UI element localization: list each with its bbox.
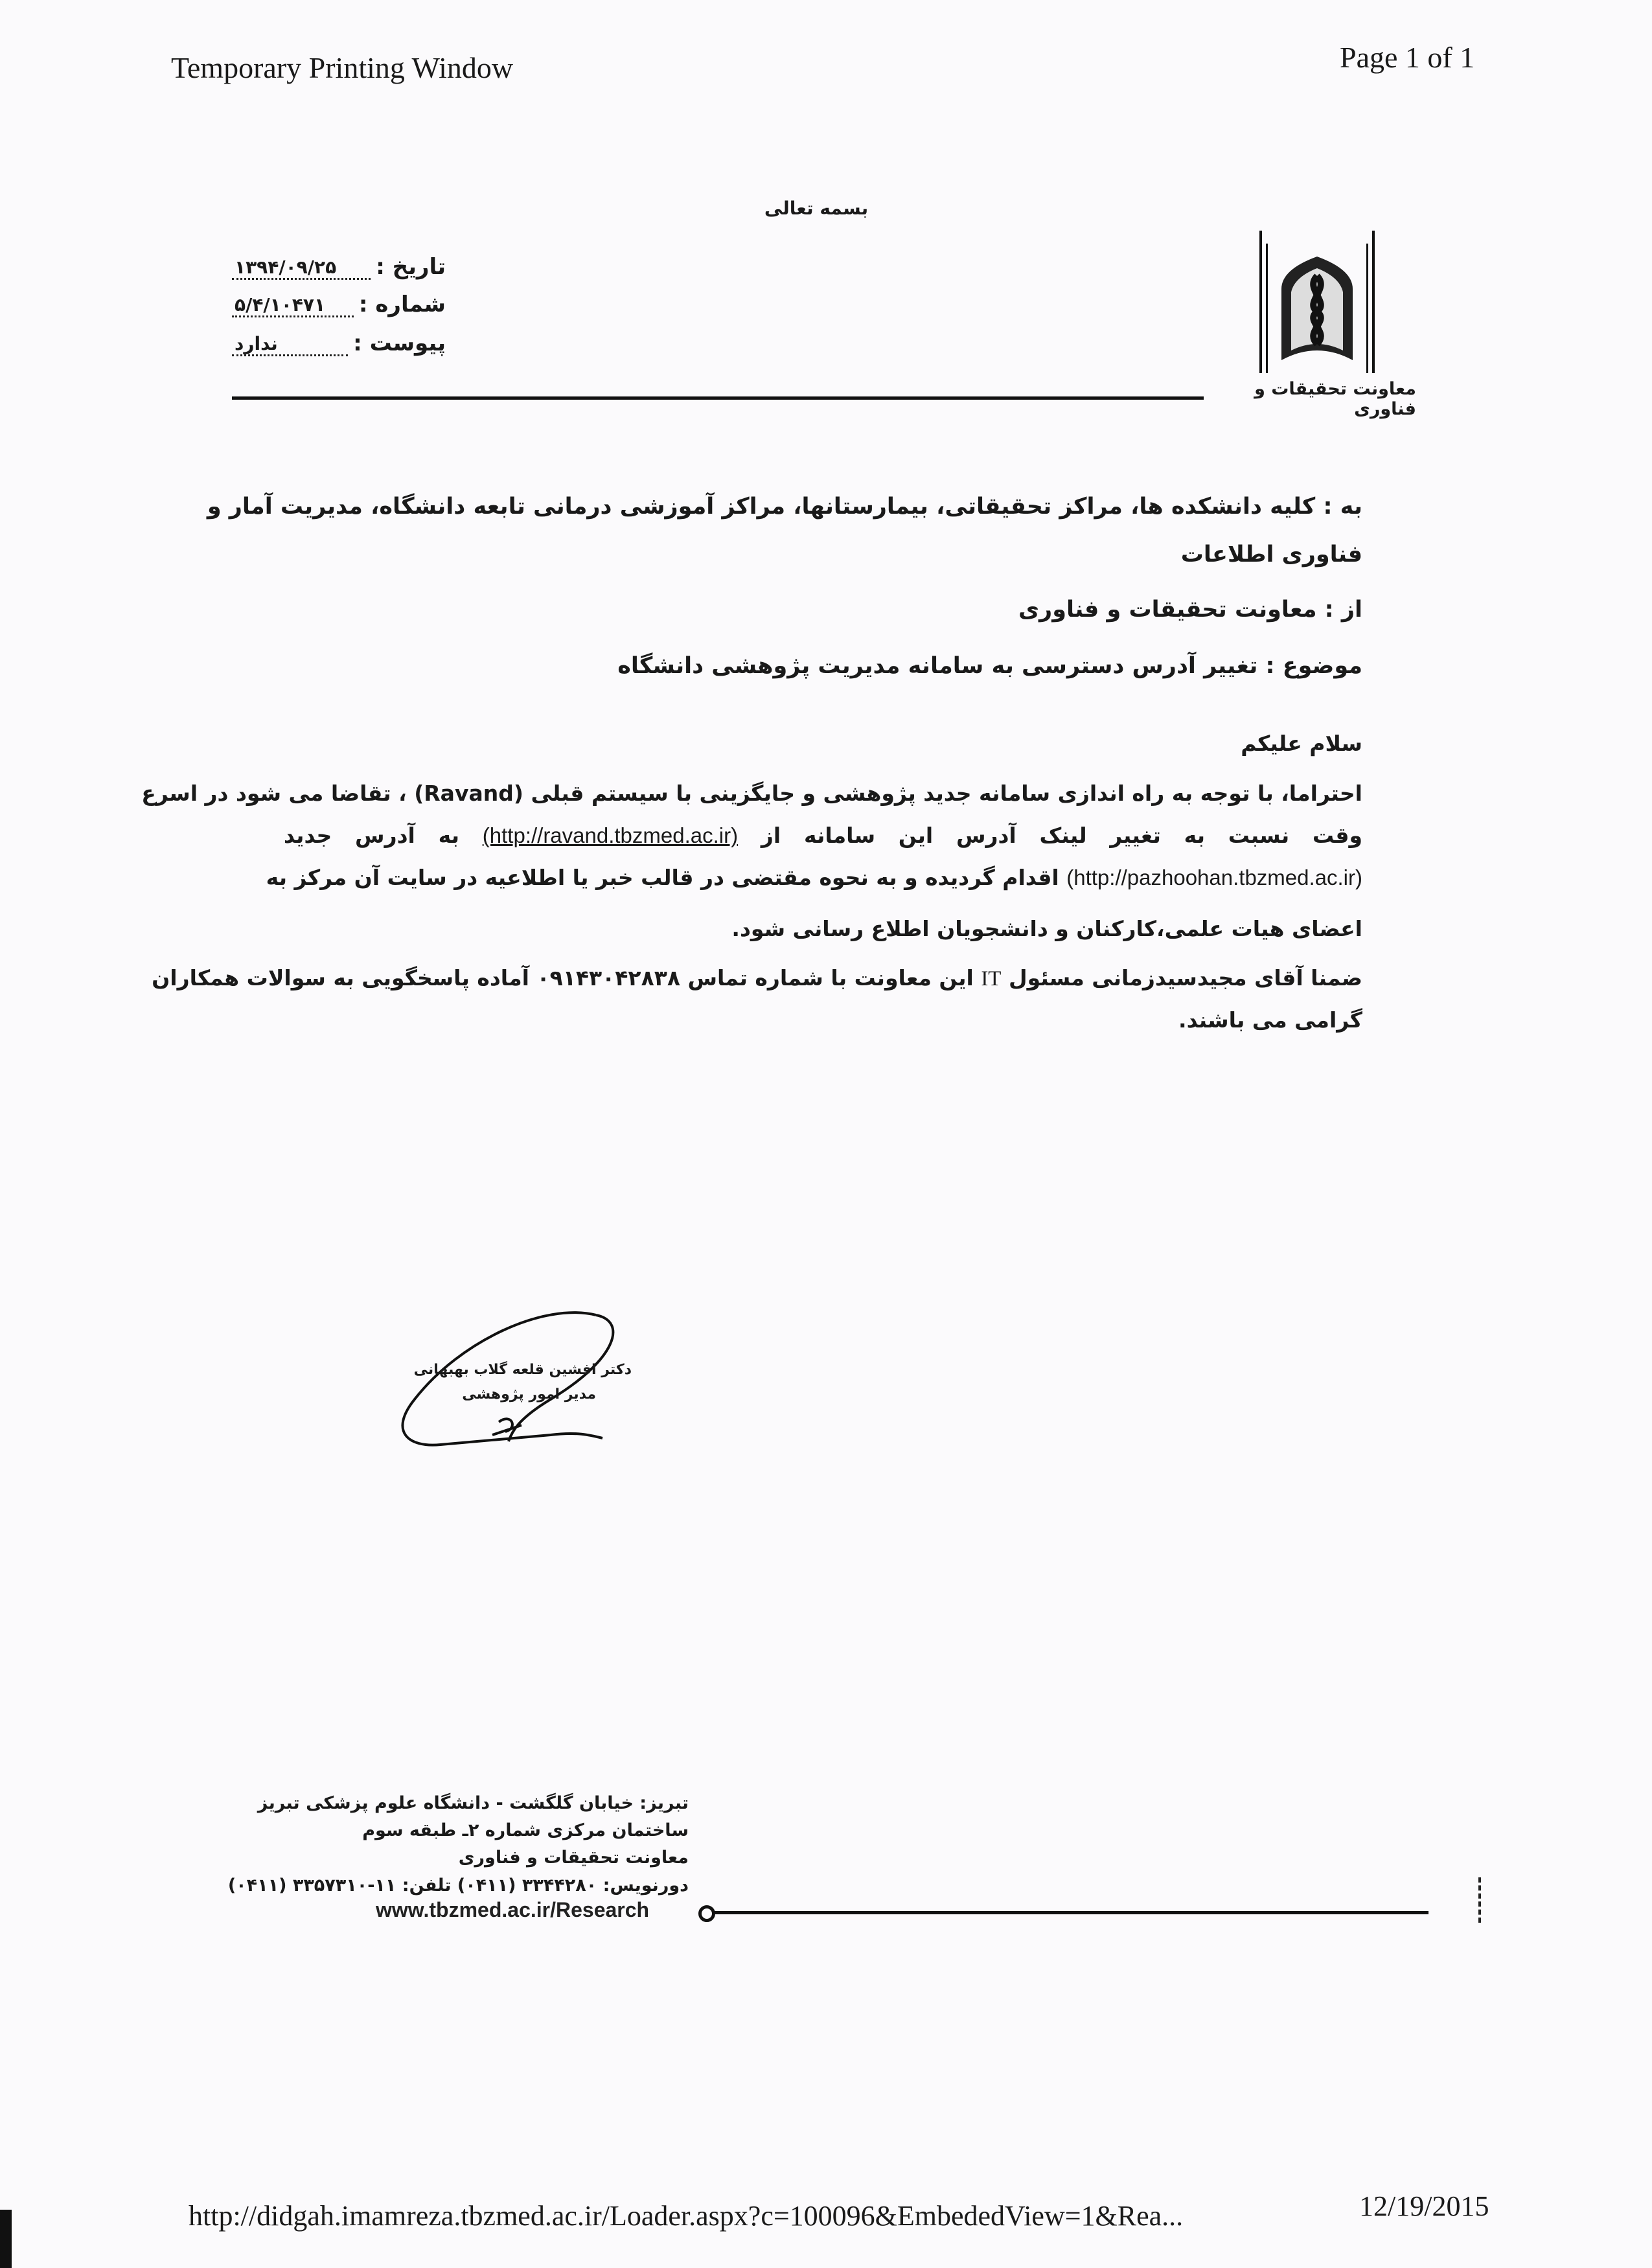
footer-divider (713, 1911, 1428, 1914)
recipients-line-1: به : کلیه دانشکده ها، مراکز تحقیقاتی، بیمارستانها، مراکز آموزشی درمانی تابعه دانشگاه، مدیریت آمار و (207, 494, 1362, 520)
body-line-5 (152, 965, 1362, 991)
department-name: معاونت تحقیقات و فناوری (1254, 379, 1416, 419)
body-line-6: گرامی می باشند. (1178, 1007, 1362, 1033)
number-value: ۵/۴/۱۰۴۷۱ (232, 294, 354, 317)
body-text: وقت نسبت به تغییر لینک آدرس این سامانه از (761, 823, 1362, 848)
body-text: ، تقاضا می شود در اسرع (141, 781, 407, 806)
footer-address-1: تبریز: خیابان گلگشت - دانشگاه علوم پزشکی تبریز (257, 1793, 689, 1813)
print-window-title: Temporary Printing Window (171, 51, 514, 84)
it-label: IT (981, 967, 1002, 991)
subject-line: موضوع : تغییر آدرس دسترسی به سامانه مدیریت پژوهشی دانشگاه (617, 653, 1362, 679)
date-field (232, 254, 446, 280)
number-field (232, 292, 446, 317)
body-text: اقدام گردیده و به نحوه مقتضی در قالب خبر یا اطلاعیه در سایت آن مرکز به (266, 865, 1059, 890)
sender-line: از : معاونت تحقیقات و فناوری (1018, 597, 1362, 623)
page-number: Page 1 of 1 (1340, 41, 1475, 74)
body-line-3 (266, 865, 1362, 890)
signature-scribble-icon (382, 1302, 635, 1458)
footer-address-2: ساختمان مرکزی شماره ۲ـ طبقه سوم (362, 1820, 689, 1840)
footer-phones: دورنویس: ۳۳۴۴۲۸۰ (۰۴۱۱) تلفن: ۱۱-۳۳۵۷۳۱۰ (۰۴۱۱) (227, 1875, 689, 1896)
print-date: 12/19/2015 (1359, 2190, 1489, 2222)
date-label: تاریخ : (376, 254, 446, 280)
footer-website: www.tbzmed.ac.ir/Research (376, 1898, 650, 1921)
body-line-2 (284, 823, 1362, 848)
body-text: این معاونت با شماره تماس ۰۹۱۴۳۰۴۲۸۳۸ آماده پاسخگویی به سوالات همکاران (152, 965, 974, 991)
scan-mark (1478, 1877, 1484, 1923)
signatory-name: دکتر افشین قلعه گلاب بهبهانی (413, 1362, 632, 1378)
body-text: احتراما، با توجه به راه اندازی سامانه جدید پژوهشی و جایگزینی با سیستم قبلی (531, 781, 1362, 806)
number-label: شماره : (358, 292, 446, 317)
bismillah-heading: بسمه تعالی (764, 198, 869, 219)
letterhead-divider (232, 396, 1204, 400)
body-text: به آدرس جدید (284, 823, 460, 848)
print-url: http://didgah.imamreza.tbzmed.ac.ir/Loader.aspx?c=100096&EmbededView=1&Rea... (189, 2200, 1184, 2232)
attachment-value: ندارد (232, 333, 348, 356)
old-url-link[interactable]: (http://ravand.tbzmed.ac.ir) (482, 823, 739, 847)
university-logo-icon (1256, 231, 1379, 373)
body-line-1 (141, 781, 1362, 806)
scan-edge (0, 2210, 12, 2268)
signature-block (382, 1302, 635, 1458)
recipients-line-2: فناوری اطلاعات (1180, 542, 1362, 567)
body-text: ضمنا آقای مجیدسیدزمانی مسئول (1008, 965, 1362, 991)
footer-address-3: معاونت تحقیقات و فناوری (458, 1848, 689, 1868)
greeting: سلام علیکم (1241, 731, 1362, 756)
attachment-field (232, 330, 446, 356)
new-url-link[interactable]: (http://pazhoohan.tbzmed.ac.ir) (1066, 865, 1362, 889)
attachment-label: پیوست : (353, 330, 446, 356)
date-value: ۱۳۹۴/۰۹/۲۵ (232, 257, 371, 280)
old-system-name: (Ravand) (414, 781, 523, 806)
signatory-title: مدیر امور پژوهشی (462, 1386, 596, 1403)
body-line-4: اعضای هیات علمی،کارکنان و دانشجویان اطلاع رسانی شود. (731, 916, 1362, 941)
